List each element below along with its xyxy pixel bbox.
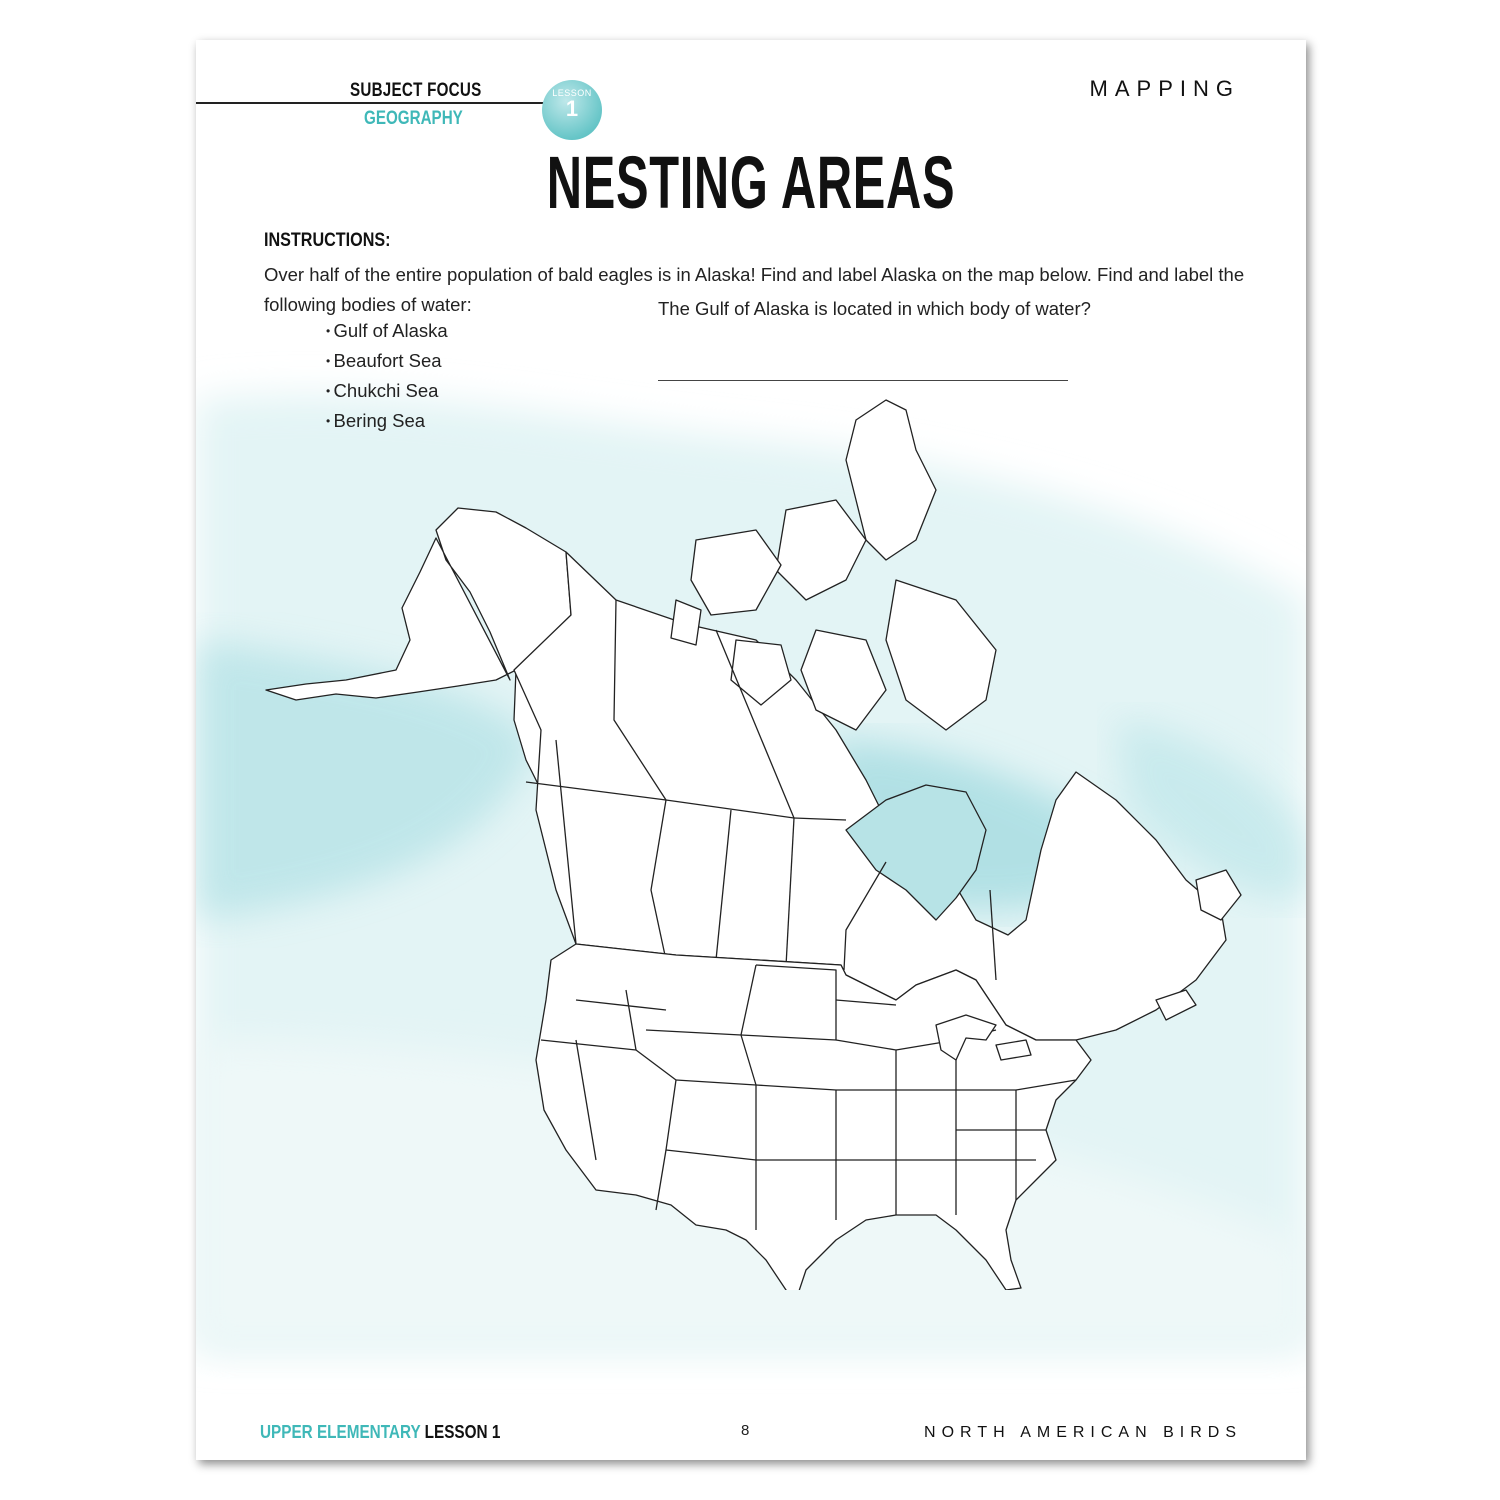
arctic-island (886, 580, 996, 730)
footer-level: UPPER ELEMENTARY (260, 1422, 421, 1442)
lesson-badge (542, 80, 602, 140)
arctic-island (671, 600, 701, 645)
page-number: 8 (741, 1422, 750, 1439)
header-rule (196, 102, 546, 104)
question-text: The Gulf of Alaska is located in which body of water? (658, 298, 1091, 319)
section-tag: MAPPING (1089, 76, 1240, 101)
answer-line[interactable] (658, 380, 1068, 381)
footer-series: NORTH AMERICAN BIRDS (924, 1424, 1242, 1441)
instructions-text: Over half of the entire population of bald eagles is in Alaska! Find and label Alaska on the map below. Find and label the following bodies of water: (264, 264, 1245, 315)
subject-name: GEOGRAPHY (364, 108, 463, 129)
lesson-badge-number: 1 (565, 96, 579, 121)
subject-focus-label: SUBJECT FOCUS (350, 80, 482, 101)
list-item: • Bering Sea (326, 406, 448, 436)
arctic-island (776, 500, 866, 600)
footer-left (260, 1422, 500, 1443)
page-title: NESTING AREAS (546, 141, 956, 224)
instructions-heading: INSTRUCTIONS: (264, 230, 391, 251)
list-item: • Gulf of Alaska (326, 316, 448, 346)
list-item: • Chukchi Sea (326, 376, 448, 406)
lesson-badge-word: LESSON (552, 88, 592, 98)
list-item: • Beaufort Sea (326, 346, 448, 376)
north-america-map-icon (196, 390, 1306, 1290)
footer-lesson: LESSON 1 (424, 1422, 501, 1442)
arctic-island (691, 530, 781, 615)
worksheet-page (196, 40, 1306, 1460)
